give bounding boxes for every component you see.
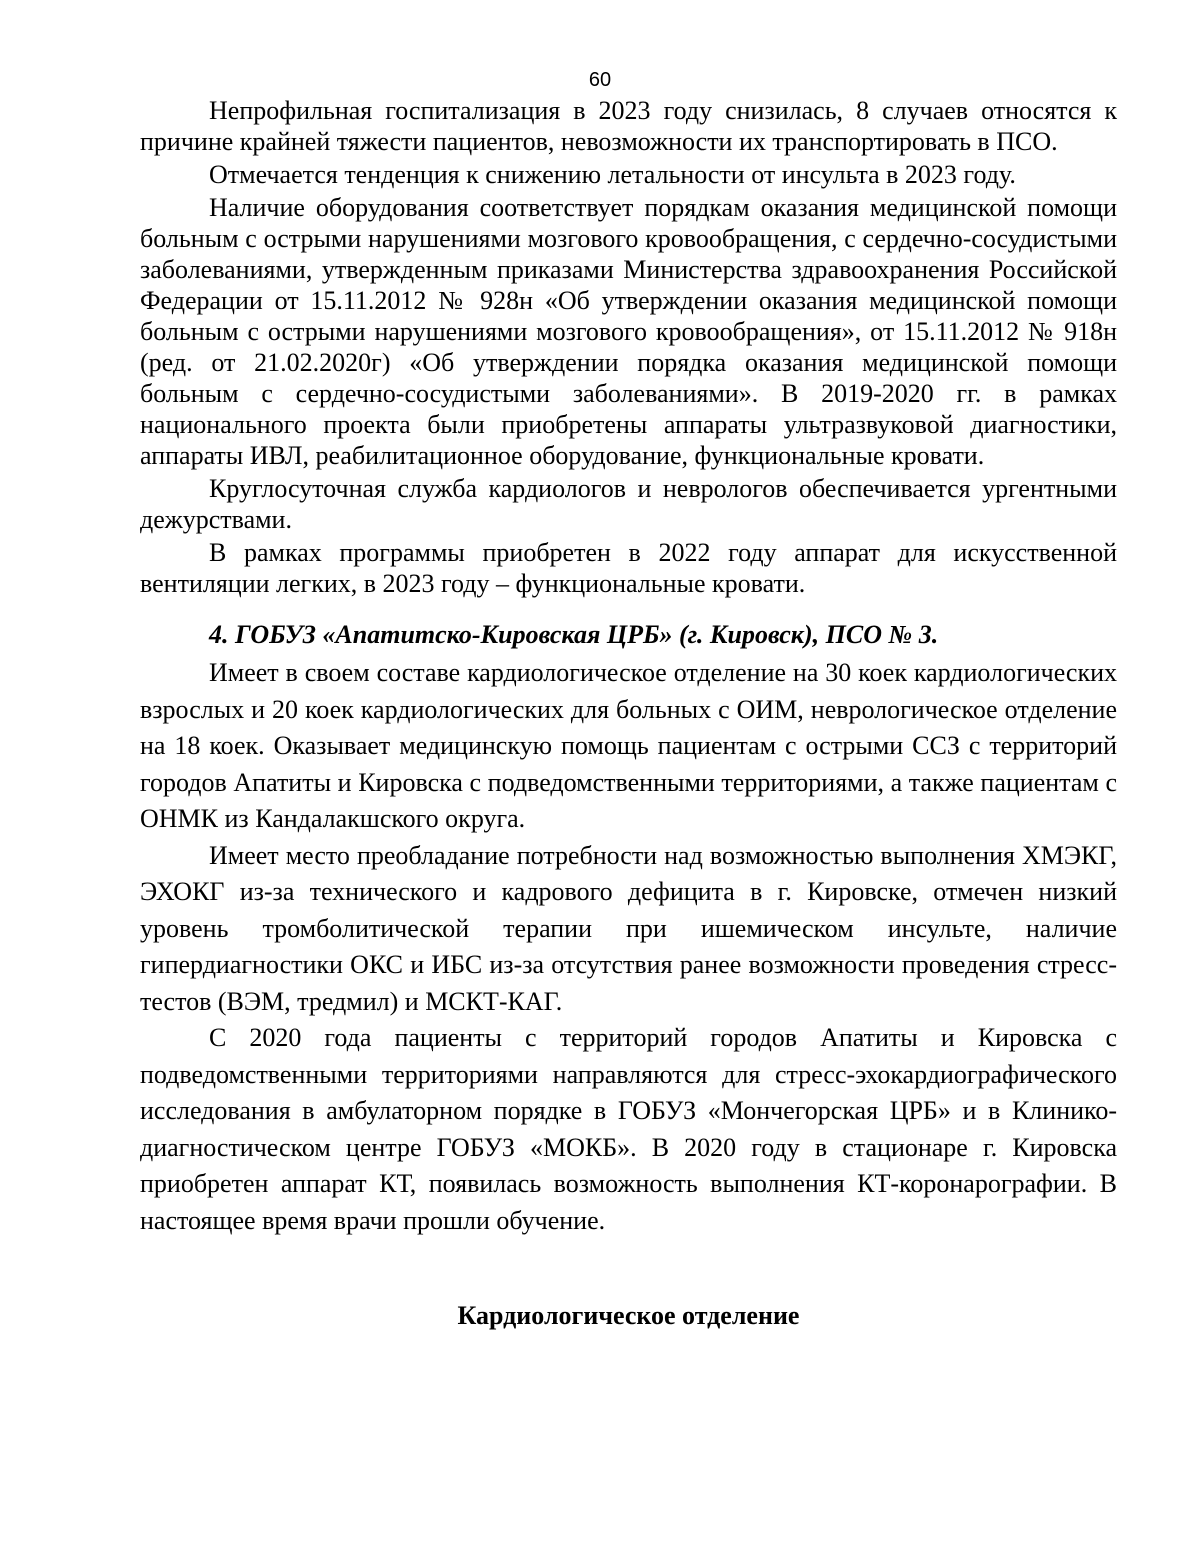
paragraph-equipment: Наличие оборудования соответствует порядкам оказания медицинской помощи больным с острыми нарушениями мозгового кровообращения, с сердечно-сосудистыми заболеваниями, утвержденным приказами Министерства здравоохранения Российской Федерации от 15.11.2012 № 928н «Об утверждении оказания медицинской помощи больным с острыми нарушениями мозгового кровообращения», от 15.11.2012 № 918н (ред. от 21.02.2020г) «Об утверждении порядка оказания медицинской помощи больным с сердечно-сосудистыми заболеваниями». В 2019-2020 гг. в рамках национального проекта были приобретены аппараты ультразвуковой диагностики, аппараты ИВЛ, реабилитационное оборудование, функциональные кровати.: [140, 193, 1117, 470]
paragraph-department-capacity: Имеет в своем составе кардиологическое отделение на 30 коек кардиологических взрослых и 20 коек кардиологических для больных с ОИМ, неврологическое отделение на 18 коек. Оказывает медицинскую помощь пациентам с острыми ССЗ с территорий городов Апатиты и Кировска с подведомственными территориями, а также пациентам с ОНМК из Кандалакшского округа.: [140, 658, 1117, 833]
paragraph-program-purchase: В рамках программы приобретен в 2022 году аппарат для искусственной вентиляции легких, в 2023 году – функциональные кровати.: [140, 538, 1117, 598]
paragraph-referral-since-2020: С 2020 года пациенты с территорий городов Апатиты и Кировска с подведомственными территориями направляются для стресс-эхокардиографического исследования в амбулаторном порядке в ГОБУЗ «Мончегорская ЦРБ» и в Клинико-диагностическом центре ГОБУЗ «МОКБ». В 2020 году в стационаре г. Кировска приобретен аппарат КТ, появилась возможность выполнения КТ-коронарографии. В настоящее время врачи прошли обучение.: [140, 1023, 1117, 1235]
section-heading: 4. ГОБУЗ «Апатитско-Кировская ЦРБ» (г. Кировск), ПСО № 3.: [209, 620, 939, 649]
paragraph-mortality: Отмечается тенденция к снижению летальности от инсульта в 2023 году.: [209, 160, 1016, 189]
paragraph-diagnostics-deficit: Имеет место преобладание потребности над возможностью выполнения ХМЭКГ, ЭХОКГ из-за технического и кадрового дефицита в г. Кировске, отмечен низкий уровень тромболитической терапии при ишемическом инсульте, наличие гипердиагностики ОКС и ИБС из-за отсутствия ранее возможности проведения стресс-тестов (ВЭМ, тредмил) и МСКТ-КАГ.: [140, 840, 1117, 1016]
paragraph-duty-service: Круглосуточная служба кардиологов и неврологов обеспечивается ургентными дежурствами.: [140, 474, 1117, 534]
page-number: 60: [588, 69, 612, 91]
paragraph-hospitalization: Непрофильная госпитализация в 2023 году снизилась, 8 случаев относятся к причине крайней тяжести пациентов, невозможности их транспортировать в ПСО.: [140, 96, 1117, 156]
sub-heading: Кардиологическое отделение: [457, 1301, 800, 1330]
document-body: [140, 95, 1117, 1333]
